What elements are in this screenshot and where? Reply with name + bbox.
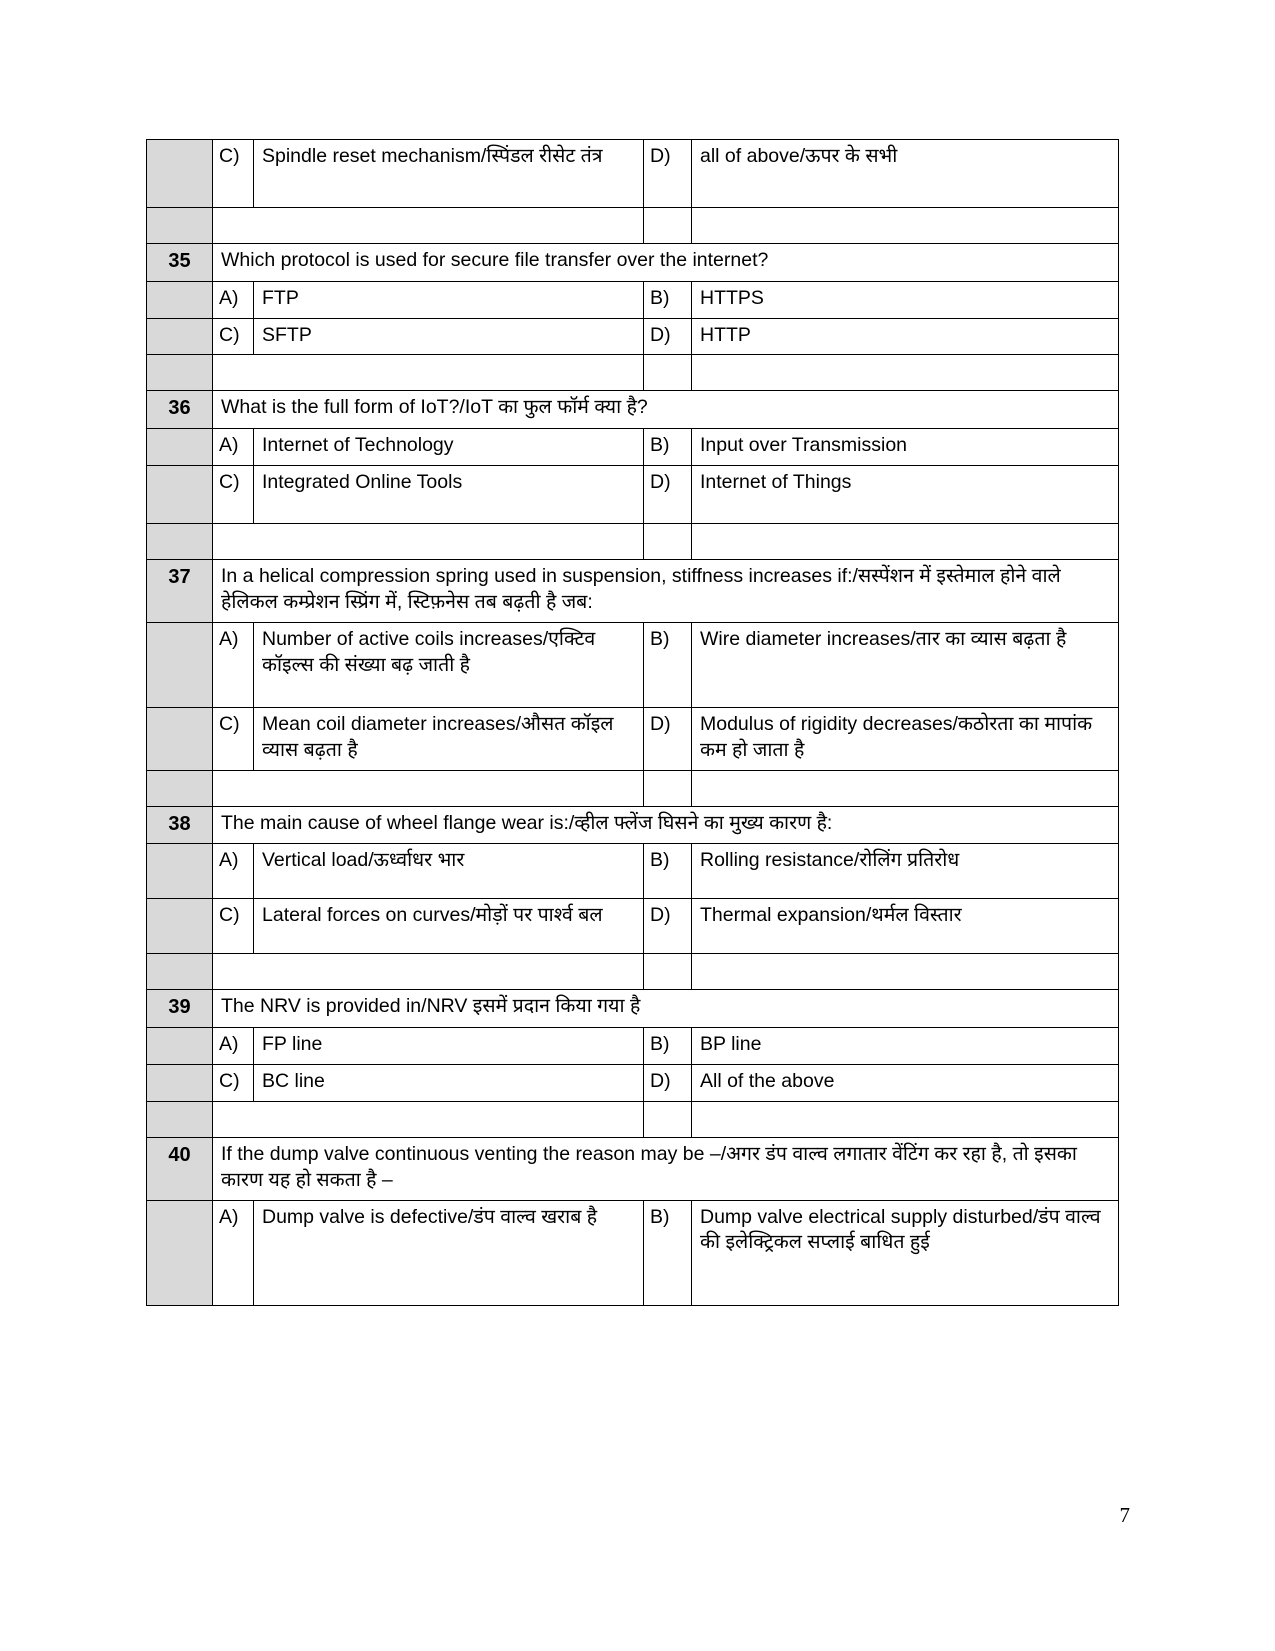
spacer-cell-right [692, 208, 1119, 244]
option-right-letter[interactable]: D) [644, 899, 692, 954]
option-right-text[interactable]: Dump valve electrical supply disturbed/डंप वाल्व की इलेक्ट्रिकल सप्लाई बाधित हुई [692, 1200, 1119, 1305]
question-text: The NRV is provided in/NRV इसमें प्रदान किया गया है [213, 990, 1119, 1028]
question-row [147, 806, 1119, 844]
table-spacer-row [147, 355, 1119, 391]
option-row [147, 281, 1119, 318]
option-right-letter[interactable]: D) [644, 1064, 692, 1101]
spacer-cell-left [213, 355, 644, 391]
question-text: In a helical compression spring used in suspension, stiffness increases if:/सस्पेंशन में इस्तेमाल होने वाले हेलिकल कम्प्रेशन स्प्रिंग में, स्टिफ़नेस तब बढ़ती है जब: [213, 559, 1119, 622]
option-right-text[interactable]: Modulus of rigidity decreases/कठोरता का मापांक कम हो जाता है [692, 707, 1119, 770]
option-left-text[interactable]: BC line [254, 1064, 644, 1101]
spacer-cell-letter [644, 208, 692, 244]
spacer-cell-left [213, 954, 644, 990]
option-right-letter[interactable]: B) [644, 1200, 692, 1305]
spacer-cell-left [213, 1101, 644, 1137]
question-number: 38 [147, 806, 213, 844]
spacer-cell-letter [644, 770, 692, 806]
option-left-text[interactable]: FTP [254, 281, 644, 318]
question-row [147, 391, 1119, 429]
number-cell [147, 429, 213, 466]
option-right-text[interactable]: Internet of Things [692, 465, 1119, 523]
option-right-letter[interactable]: B) [644, 622, 692, 707]
option-left-letter[interactable]: A) [213, 1200, 254, 1305]
option-row [147, 429, 1119, 466]
question-number: 39 [147, 990, 213, 1028]
option-right-letter[interactable]: B) [644, 281, 692, 318]
question-row [147, 990, 1119, 1028]
table-spacer-row [147, 208, 1119, 244]
question-row [147, 244, 1119, 282]
option-right-text[interactable]: All of the above [692, 1064, 1119, 1101]
option-right-letter[interactable]: B) [644, 1027, 692, 1064]
option-row [147, 844, 1119, 899]
question-number: 36 [147, 391, 213, 429]
option-left-text[interactable]: Internet of Technology [254, 429, 644, 466]
number-cell [147, 1064, 213, 1101]
number-cell [147, 1027, 213, 1064]
question-text: What is the full form of IoT?/IoT का फुल फॉर्म क्या है? [213, 391, 1119, 429]
table-spacer-row [147, 1101, 1119, 1137]
option-right-text[interactable]: Thermal expansion/थर्मल विस्तार [692, 899, 1119, 954]
spacer-cell-right [692, 523, 1119, 559]
number-cell [147, 355, 213, 391]
number-cell [147, 140, 213, 208]
option-row [147, 707, 1119, 770]
number-cell [147, 523, 213, 559]
option-left-text[interactable]: SFTP [254, 318, 644, 355]
question-text: Which protocol is used for secure file transfer over the internet? [213, 244, 1119, 282]
option-left-letter[interactable]: A) [213, 622, 254, 707]
spacer-cell-letter [644, 523, 692, 559]
option-left-text[interactable]: Dump valve is defective/डंप वाल्व खराब है [254, 1200, 644, 1305]
option-right-text[interactable]: Input over Transmission [692, 429, 1119, 466]
spacer-cell-left [213, 770, 644, 806]
number-cell [147, 622, 213, 707]
option-row [147, 140, 1119, 208]
number-cell [147, 1200, 213, 1305]
spacer-cell-left [213, 523, 644, 559]
option-left-letter[interactable]: A) [213, 429, 254, 466]
option-left-letter[interactable]: A) [213, 281, 254, 318]
spacer-cell-letter [644, 954, 692, 990]
number-cell [147, 281, 213, 318]
table-spacer-row [147, 523, 1119, 559]
option-row [147, 1064, 1119, 1101]
option-right-text[interactable]: HTTP [692, 318, 1119, 355]
spacer-cell-right [692, 1101, 1119, 1137]
option-left-text[interactable]: FP line [254, 1027, 644, 1064]
option-row [147, 1027, 1119, 1064]
question-row [147, 559, 1119, 622]
option-left-letter[interactable]: C) [213, 318, 254, 355]
spacer-cell-right [692, 355, 1119, 391]
option-row [147, 622, 1119, 707]
option-right-letter[interactable]: D) [644, 707, 692, 770]
spacer-cell-letter [644, 1101, 692, 1137]
option-row [147, 899, 1119, 954]
option-right-text[interactable]: Wire diameter increases/तार का व्यास बढ़ता है [692, 622, 1119, 707]
number-cell [147, 899, 213, 954]
option-right-letter[interactable]: D) [644, 140, 692, 208]
option-right-letter[interactable]: B) [644, 429, 692, 466]
spacer-cell-right [692, 770, 1119, 806]
number-cell [147, 208, 213, 244]
question-row [147, 1137, 1119, 1200]
question-text: If the dump valve continuous venting the reason may be –/अगर डंप वाल्व लगातार वेंटिंग कर रहा है, तो इसका कारण यह हो सकता है – [213, 1137, 1119, 1200]
option-left-letter[interactable]: C) [213, 707, 254, 770]
number-cell [147, 1101, 213, 1137]
question-table-body [147, 140, 1119, 1306]
question-number: 37 [147, 559, 213, 622]
option-right-letter[interactable]: D) [644, 465, 692, 523]
option-row [147, 1200, 1119, 1305]
option-left-text[interactable]: Mean coil diameter increases/औसत कॉइल व्यास बढ़ता है [254, 707, 644, 770]
page-number: 7 [1119, 1503, 1130, 1527]
number-cell [147, 707, 213, 770]
option-right-letter[interactable]: B) [644, 844, 692, 899]
question-text: The main cause of wheel flange wear is:/व्हील फ्लेंज घिसने का मुख्य कारण है: [213, 806, 1119, 844]
spacer-cell-right [692, 954, 1119, 990]
option-left-letter[interactable]: C) [213, 465, 254, 523]
table-spacer-row [147, 954, 1119, 990]
number-cell [147, 318, 213, 355]
option-left-letter[interactable]: C) [213, 899, 254, 954]
option-left-letter[interactable]: A) [213, 1027, 254, 1064]
option-left-text[interactable]: Number of active coils increases/एक्टिव कॉइल्स की संख्या बढ़ जाती है [254, 622, 644, 707]
option-right-text[interactable]: HTTPS [692, 281, 1119, 318]
option-left-letter[interactable]: C) [213, 140, 254, 208]
number-cell [147, 770, 213, 806]
option-left-letter[interactable]: A) [213, 844, 254, 899]
option-right-text[interactable]: Rolling resistance/रोलिंग प्रतिरोध [692, 844, 1119, 899]
question-number: 40 [147, 1137, 213, 1200]
option-right-letter[interactable]: D) [644, 318, 692, 355]
table-spacer-row [147, 770, 1119, 806]
option-left-text[interactable]: Integrated Online Tools [254, 465, 644, 523]
option-row [147, 318, 1119, 355]
number-cell [147, 465, 213, 523]
spacer-cell-left [213, 208, 644, 244]
option-left-letter[interactable]: C) [213, 1064, 254, 1101]
option-left-text[interactable]: Lateral forces on curves/मोड़ों पर पार्श्व बल [254, 899, 644, 954]
option-left-text[interactable]: Vertical load/ऊर्ध्वाधर भार [254, 844, 644, 899]
question-number: 35 [147, 244, 213, 282]
question-table [146, 139, 1119, 1306]
number-cell [147, 954, 213, 990]
option-left-text[interactable]: Spindle reset mechanism/स्पिंडल रीसेट तंत्र [254, 140, 644, 208]
option-right-text[interactable]: all of above/ऊपर के सभी [692, 140, 1119, 208]
option-right-text[interactable]: BP line [692, 1027, 1119, 1064]
spacer-cell-letter [644, 355, 692, 391]
number-cell [147, 844, 213, 899]
option-row [147, 465, 1119, 523]
